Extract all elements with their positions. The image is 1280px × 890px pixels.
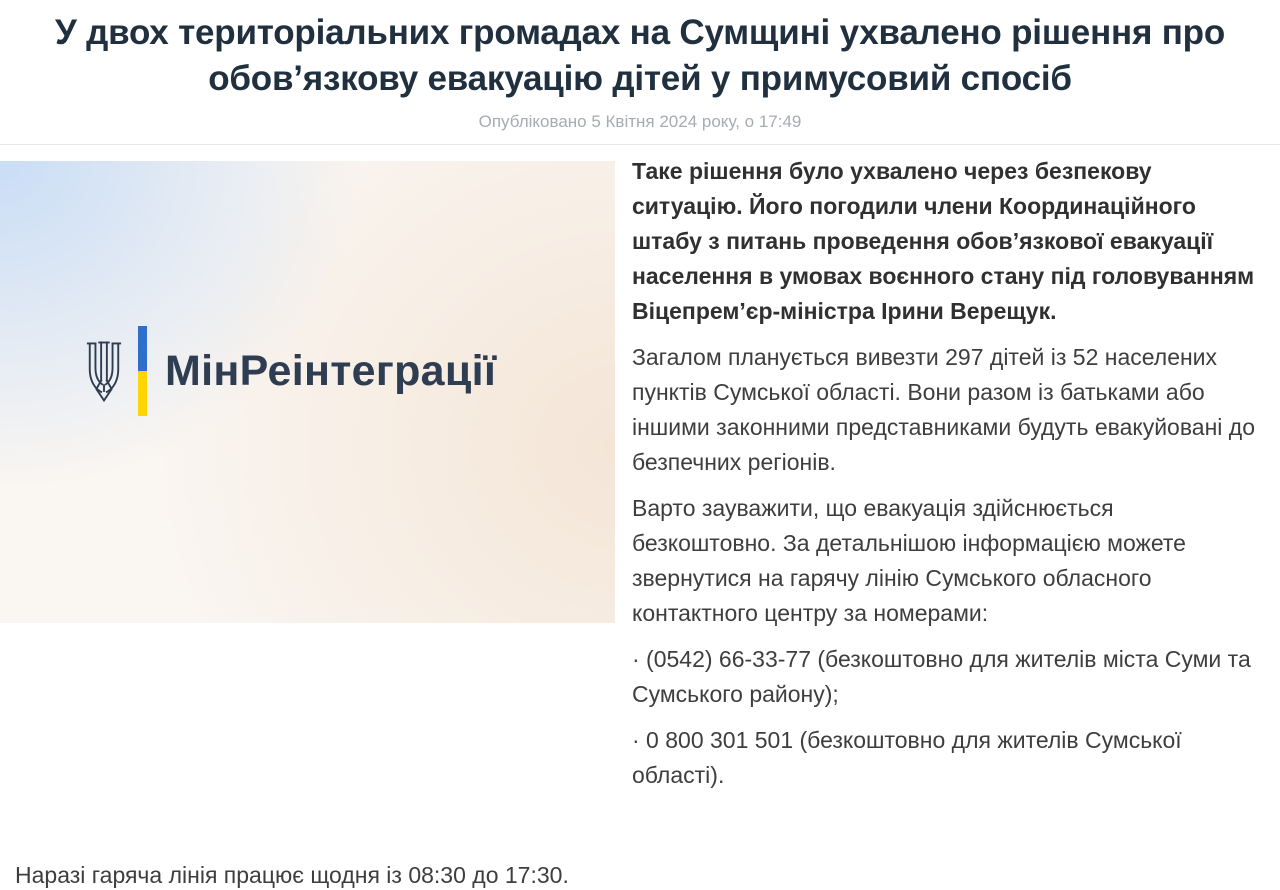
page-title: У двох територіальних громадах на Сумщині ухвалено рішення про обов’язкову евакуацію дітей у примусовий спосіб [55, 13, 1225, 98]
article-text-column [632, 154, 1264, 804]
article-page [0, 10, 1280, 888]
paragraph: Загалом планується вивезти 297 дітей із 52 населених пунктів Сумської області. Вони разом із батьками або іншими законними представниками будуть евакуйовані до безпечних регіонів. [632, 344, 1256, 475]
paragraph-lead: Таке рішення було ухвалено через безпекову ситуацію. Його погодили члени Координаційного штабу з питань проведення обов’язкової евакуації населення в умовах воєнного стану під головуванням Віцепрем’єр-міністра Ірини Верещук. [632, 158, 1255, 324]
article-content [0, 158, 1280, 804]
minreintegration-logo [85, 326, 615, 416]
phone-line-item: · (0542) 66-33-77 (безкоштовно для жителів міста Суми та Сумського району); [632, 646, 1251, 707]
paragraph: Варто зауважити, що евакуація здійснюється безкоштовно. За детальнішою інформацією можете звернутися на гарячу лінію Сумського обласного контактного центру за номерами: [632, 495, 1186, 626]
logo-text: МінРеінтеграції [165, 346, 497, 395]
phone-line-item: · 0 800 301 501 (безкоштовно для жителів Сумської області). [632, 727, 1182, 788]
flag-bar-yellow [138, 371, 147, 416]
hotline-hours: Наразі гаряча лінія працює щодня із 08:30 до 17:30. [15, 862, 569, 888]
article-hero-image [0, 161, 615, 623]
publish-date: Опубліковано 5 Квітня 2024 року, о 17:49 [478, 112, 802, 131]
header-divider [0, 144, 1280, 145]
flag-bar-blue [138, 326, 147, 371]
flag-bar-icon [138, 326, 147, 416]
ukraine-trident-icon [85, 340, 123, 402]
